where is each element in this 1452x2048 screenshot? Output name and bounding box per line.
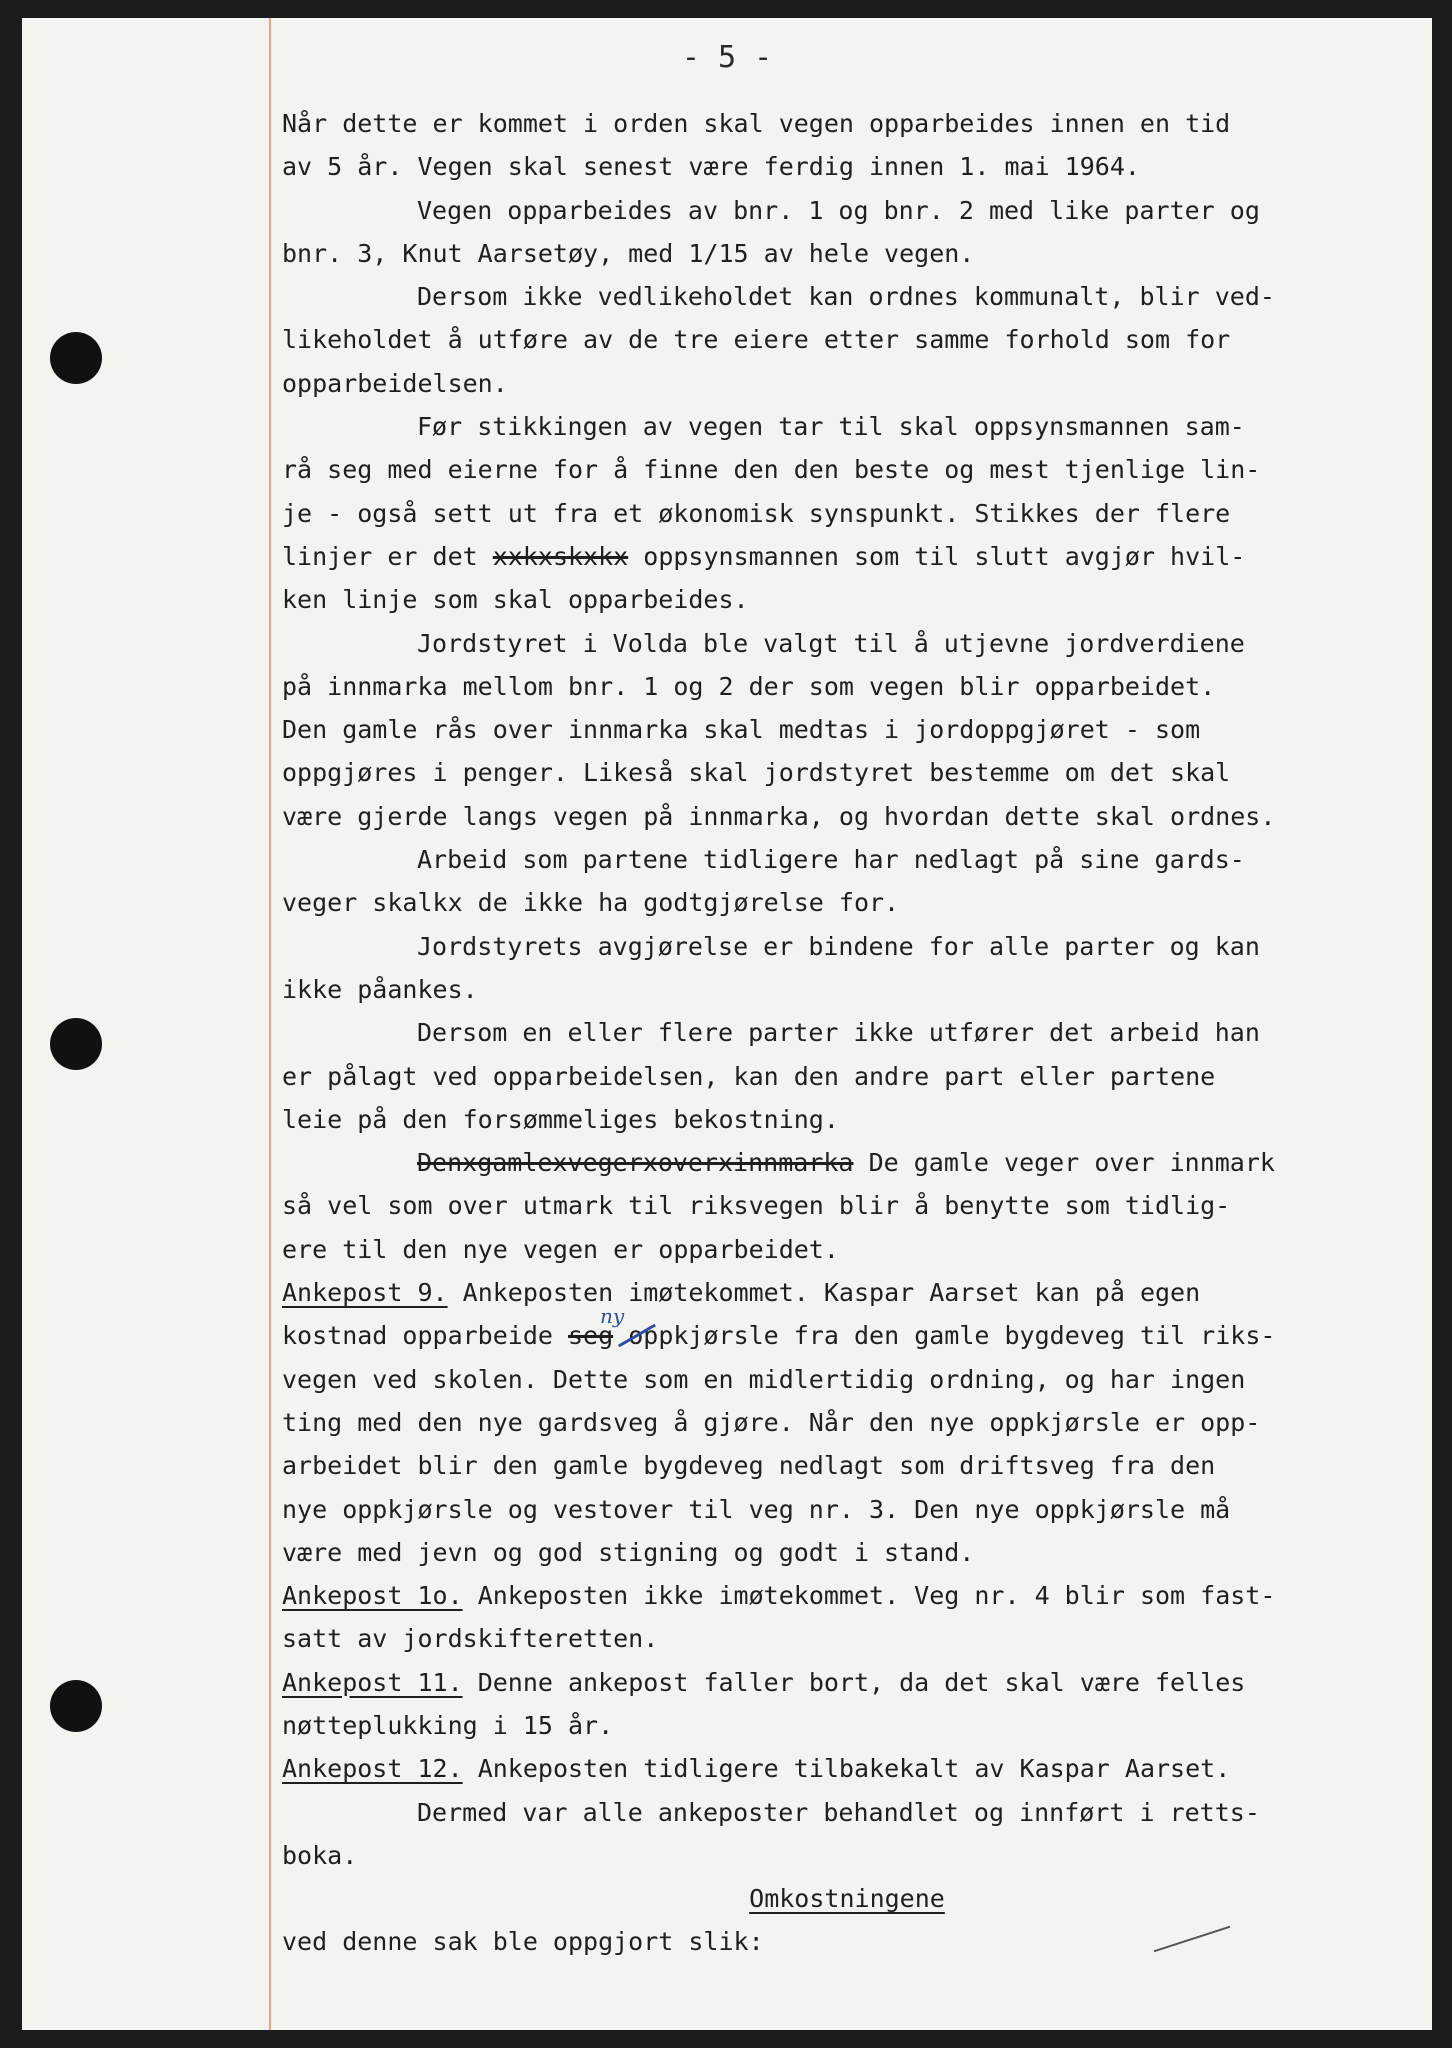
text-line: Dermed var alle ankeposter behandlet og innført i retts- bbox=[417, 1797, 1260, 1827]
text-segment: Ankeposten imøtekommet. Kaspar Aarset kan på egen bbox=[462, 1278, 1201, 1308]
struck-text: xxkxskxkx bbox=[492, 541, 629, 571]
text-line: likeholdet å utføre av de tre eiere etter samme forhold som for bbox=[282, 325, 1231, 355]
text-line: je - også sett ut fra et økonomisk synspunkt. Stikkes der flere bbox=[282, 498, 1231, 528]
text-line: arbeidet blir den gamle bygdeveg nedlagt som driftsveg fra den bbox=[282, 1451, 1216, 1481]
text-line: ved denne sak ble oppgjort slik: bbox=[282, 1927, 764, 1957]
text-line: på innmarka mellom bnr. 1 og 2 der som vegen blir opparbeidet. bbox=[282, 671, 1216, 701]
text-line: bnr. 3, Knut Aarsetøy, med 1/15 av hele vegen. bbox=[282, 238, 975, 268]
text-line: veger skalkx de ikke ha godtgjørelse for. bbox=[282, 888, 900, 918]
text-line bbox=[282, 1141, 1412, 1184]
margin-rule bbox=[269, 18, 271, 2030]
text-line: Dersom en eller flere parter ikke utfører det arbeid han bbox=[417, 1018, 1260, 1048]
document-page bbox=[22, 18, 1432, 2030]
text-line: oppgjøres i penger. Likeså skal jordstyret bestemme om det skal bbox=[282, 758, 1231, 788]
text-line: ere til den nye vegen er opparbeidet. bbox=[282, 1234, 839, 1264]
text-line: Jordstyret i Volda ble valgt til å utjevne jordverdiene bbox=[417, 628, 1245, 658]
punch-hole-top bbox=[50, 332, 102, 384]
text-line: Før stikkingen av vegen tar til skal oppsynsmannen sam- bbox=[417, 412, 1245, 442]
text-segment: Ankeposten ikke imøtekommet. Veg nr. 4 blir som fast- bbox=[477, 1581, 1276, 1611]
text-line: ken linje som skal opparbeides. bbox=[282, 585, 749, 615]
text-line bbox=[282, 1661, 1412, 1704]
text-line: ikke påankes. bbox=[282, 974, 478, 1004]
text-line: Vegen opparbeides av bnr. 1 og bnr. 2 med like parter og bbox=[417, 195, 1260, 225]
text-line: nøtteplukking i 15 år. bbox=[282, 1710, 614, 1740]
text-segment: kostnad opparbeide bbox=[282, 1321, 553, 1351]
section-heading: Ankepost 9. bbox=[282, 1278, 448, 1308]
text-segment: Ankeposten tidligere tilbakekalt av Kaspar Aarset. bbox=[477, 1754, 1231, 1784]
section-heading: Ankepost 1o. bbox=[282, 1581, 463, 1611]
text-line: rå seg med eierne for å finne den den beste og mest tjenlige lin- bbox=[282, 455, 1261, 485]
text-line: være gjerde langs vegen på innmarka, og hvordan dette skal ordnes. bbox=[282, 801, 1276, 831]
punch-hole-middle bbox=[50, 1018, 102, 1070]
text-line: så vel som over utmark til riksvegen blir å benytte som tidlig- bbox=[282, 1191, 1231, 1221]
text-line: Dersom ikke vedlikeholdet kan ordnes kommunalt, blir ved- bbox=[417, 282, 1275, 312]
text-line: leie på den forsømmeliges bekostning. bbox=[282, 1104, 839, 1134]
text-line bbox=[282, 1877, 1412, 1920]
text-line: Arbeid som partene tidligere har nedlagt på sine gards- bbox=[417, 845, 1245, 875]
text-line bbox=[282, 535, 1412, 578]
punch-hole-bottom bbox=[50, 1680, 102, 1732]
handwritten-insert: ny bbox=[600, 1304, 625, 1328]
text-line bbox=[282, 1314, 1412, 1357]
struck-text: Denxgamlexvegerxoverxinnmarka bbox=[417, 1148, 854, 1178]
text-line: er pålagt ved opparbeidelsen, kan den andre part eller partene bbox=[282, 1061, 1216, 1091]
text-line: Jordstyrets avgjørelse er bindene for alle parter og kan bbox=[417, 931, 1260, 961]
text-segment: De gamle veger over innmark bbox=[868, 1148, 1275, 1178]
text-line: Når dette er kommet i orden skal vegen opparbeides innen en tid bbox=[282, 109, 1231, 138]
text-line: satt av jordskifteretten. bbox=[282, 1624, 659, 1654]
text-line: Den gamle rås over innmarka skal medtas i jordoppgjøret - som bbox=[282, 715, 1201, 745]
text-line bbox=[282, 1574, 1412, 1617]
text-line: være med jevn og god stigning og godt i stand. bbox=[282, 1537, 975, 1567]
text-line: nye oppkjørsle og vestover til veg nr. 3. Den nye oppkjørsle må bbox=[282, 1494, 1231, 1524]
text-line: av 5 år. Vegen skal senest være ferdig innen 1. mai 1964. bbox=[282, 152, 1140, 182]
text-line: vegen ved skolen. Dette som en midlertidig ordning, og har ingen bbox=[282, 1364, 1246, 1394]
text-segment: Denne ankepost faller bort, da det skal være felles bbox=[477, 1667, 1246, 1697]
text-line: boka. bbox=[282, 1840, 358, 1870]
section-heading: Ankepost 12. bbox=[282, 1754, 463, 1784]
text-line: ting med den nye gardsveg å gjøre. Når den nye oppkjørsle er opp- bbox=[282, 1407, 1261, 1437]
text-segment: oppsynsmannen som til slutt avgjør hvil- bbox=[643, 541, 1246, 571]
text-line bbox=[282, 1747, 1412, 1790]
page-number: - 5 - bbox=[681, 40, 773, 75]
text-segment: linjer er det bbox=[282, 541, 478, 571]
text-line: opparbeidelsen. bbox=[282, 368, 508, 398]
section-heading: Ankepost 11. bbox=[282, 1667, 463, 1697]
text-segment: oppkjørsle fra den gamle bygdeveg til riks- bbox=[628, 1321, 1276, 1351]
text-line bbox=[282, 1271, 1412, 1314]
section-heading: Omkostningene bbox=[749, 1884, 945, 1914]
typed-text bbox=[282, 102, 1412, 1964]
struck-text: seg bbox=[568, 1321, 614, 1351]
